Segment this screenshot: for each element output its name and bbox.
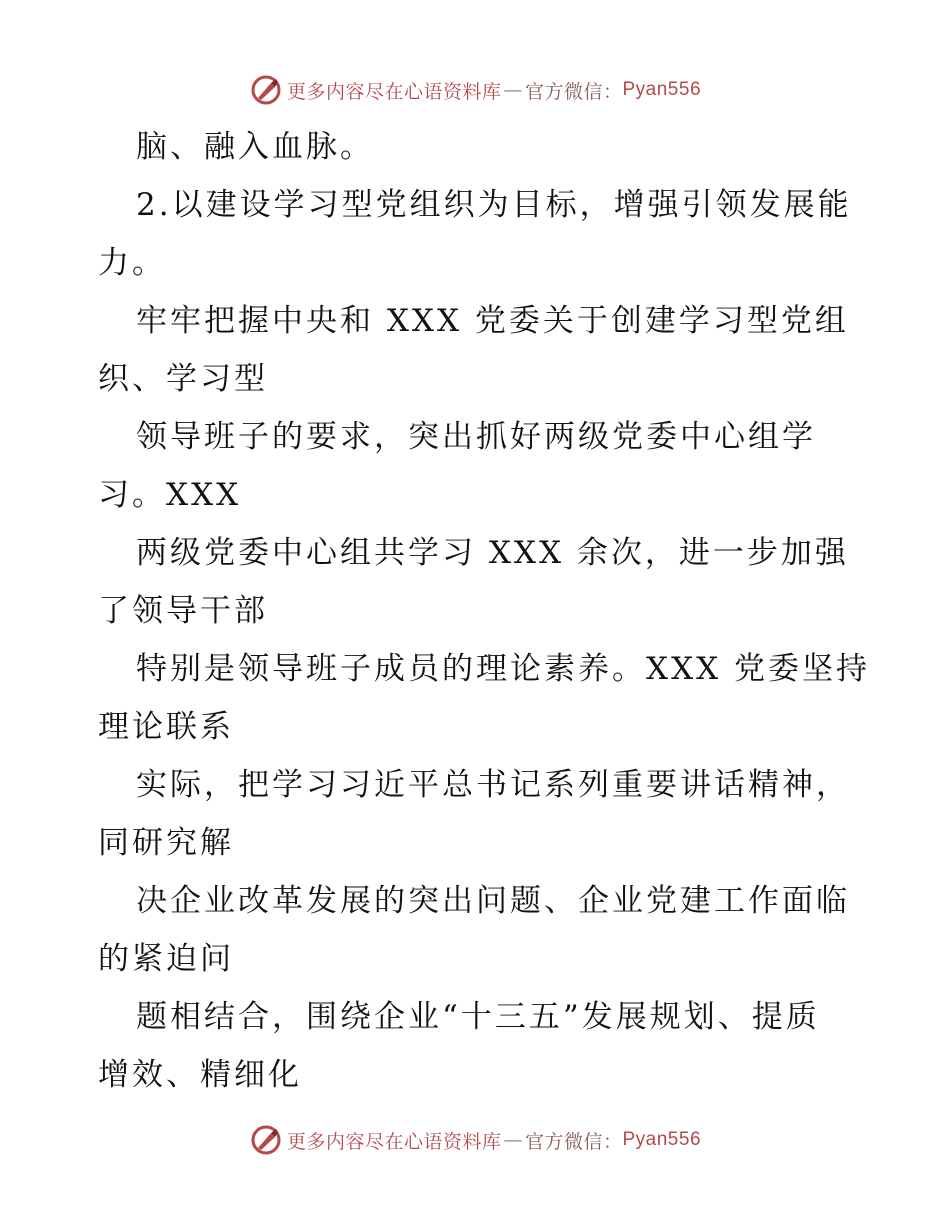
pen-nib-logo-icon	[249, 1123, 283, 1157]
section-heading: 2.以建设学习型党组织为目标，增强引领发展能	[136, 187, 852, 223]
text-line: 习。XXX	[98, 477, 242, 513]
watermark-dash: —	[503, 1129, 523, 1151]
text-line: 力。	[98, 245, 166, 281]
text-line: 领导班子的要求，突出抓好两级党委中心组学	[136, 419, 816, 455]
text-line: 织、学习型	[98, 361, 268, 397]
document-body	[98, 118, 871, 1104]
footer-watermark	[0, 1122, 950, 1158]
header-watermark	[0, 72, 950, 108]
text-line: 题相结合，围绕企业“十三五”发展规划、提质	[136, 999, 820, 1035]
text-line: 了领导干部	[98, 593, 268, 629]
text-line: 增效、精细化	[98, 1057, 302, 1093]
watermark-text: 更多内容尽在心语资料库	[286, 1130, 502, 1153]
watermark-wechat-id: Pyan556	[622, 1129, 702, 1150]
text-line: 同研究解	[98, 825, 234, 861]
text-line: 决企业改革发展的突出问题、企业党建工作面临	[136, 883, 850, 919]
text-line: 两级党委中心组共学习 XXX 余次，进一步加强	[136, 535, 849, 571]
watermark-wechat-id: Pyan556	[622, 79, 702, 100]
text-line: 特别是领导班子成员的理论素养。XXX 党委坚持	[136, 651, 871, 687]
watermark-label: 官方微信：	[524, 1130, 623, 1153]
text-line: 理论联系	[98, 709, 234, 745]
pen-nib-logo-icon	[249, 73, 283, 107]
text-line: 的紧迫问	[98, 941, 234, 977]
watermark-text: 更多内容尽在心语资料库	[286, 80, 502, 103]
text-line: 牢牢把握中央和 XXX 党委关于创建学习型党组	[136, 303, 849, 339]
watermark-label: 官方微信：	[524, 80, 623, 103]
text-line: 脑、融入血脉。	[136, 129, 374, 165]
text-line: 实际，把学习习近平总书记系列重要讲话精神，	[136, 767, 850, 803]
watermark-dash: —	[503, 79, 523, 101]
